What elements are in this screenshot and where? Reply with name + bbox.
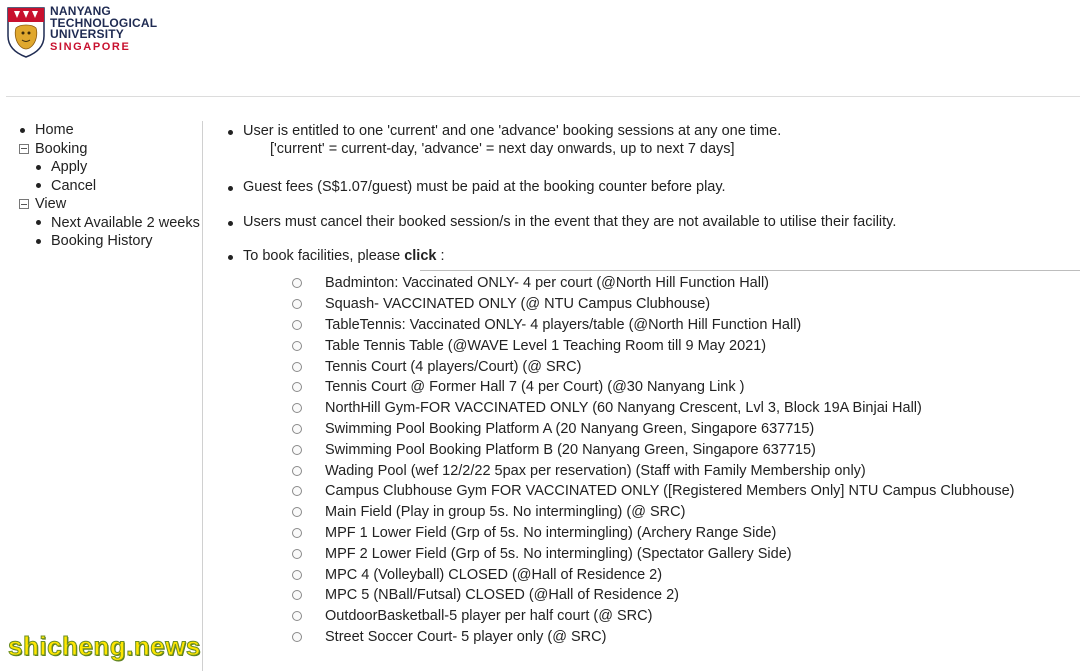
facility-option[interactable] <box>292 523 1015 544</box>
facility-radio[interactable] <box>292 341 302 351</box>
watermark-text: shicheng.news <box>8 631 201 661</box>
rule-text <box>243 248 445 264</box>
bullet-icon <box>20 128 25 133</box>
facility-radio[interactable] <box>292 507 302 517</box>
rule-cancel-sessions <box>228 214 896 230</box>
sidebar-item-view[interactable] <box>20 195 200 214</box>
facility-label[interactable]: MPF 2 Lower Field (Grp of 5s. No intermingling) (Spectator Gallery Side) <box>325 545 792 562</box>
facility-label[interactable]: Squash- VACCINATED ONLY (@ NTU Campus Clubhouse) <box>325 296 711 313</box>
facility-label[interactable]: NorthHill Gym-FOR VACCINATED ONLY (60 Nanyang Crescent, Lvl 3, Block 19A Binjai Hall) <box>325 400 922 417</box>
facility-radio[interactable] <box>292 445 302 455</box>
facility-radio[interactable] <box>292 611 302 621</box>
facility-option[interactable] <box>292 294 1015 315</box>
facility-option[interactable] <box>292 606 1015 627</box>
page-header <box>0 0 1080 92</box>
sidebar-nav <box>20 121 200 251</box>
rule-text: User is entitled to one 'current' and one 'advance' booking sessions at any one time. <box>243 123 782 139</box>
sidebar-item-label[interactable]: View <box>35 196 67 213</box>
facility-option[interactable] <box>292 419 1015 440</box>
facility-radio[interactable] <box>292 466 302 476</box>
ntu-logo[interactable] <box>6 6 157 58</box>
sidebar-item-label[interactable]: Apply <box>51 159 88 176</box>
rule-prefix: To book facilities, please <box>243 248 405 264</box>
facility-option[interactable] <box>292 439 1015 460</box>
facility-radio[interactable] <box>292 486 302 496</box>
rule-suffix: : <box>436 248 445 264</box>
facility-radio[interactable] <box>292 528 302 538</box>
facility-label[interactable]: Main Field (Play in group 5s. No intermingling) (@ SRC) <box>325 504 686 521</box>
bullet-icon <box>228 221 233 226</box>
bullet-icon <box>228 255 233 260</box>
facility-label[interactable]: Swimming Pool Booking Platform A (20 Nanyang Green, Singapore 637715) <box>325 420 815 437</box>
rule-bold: click <box>404 248 437 264</box>
facility-label[interactable]: TableTennis: Vaccinated ONLY- 4 players/table (@North Hill Function Hall) <box>325 316 802 333</box>
facility-radio[interactable] <box>292 403 302 413</box>
sidebar-item-next-available[interactable] <box>20 214 200 233</box>
logo-line-singapore: SINGAPORE <box>50 40 131 53</box>
collapse-icon[interactable] <box>19 144 29 154</box>
facility-label[interactable]: Tennis Court @ Former Hall 7 (4 per Court) (@30 Nanyang Link ) <box>325 379 745 396</box>
facility-radio[interactable] <box>292 320 302 330</box>
facility-radio[interactable] <box>292 299 302 309</box>
sidebar-item-booking-history[interactable] <box>20 232 200 251</box>
facility-radio[interactable] <box>292 632 302 642</box>
sidebar-divider <box>202 121 203 671</box>
rule-book-facilities <box>228 248 445 264</box>
facility-label[interactable]: MPC 4 (Volleyball) CLOSED (@Hall of Residence 2) <box>325 566 663 583</box>
logo-line-technological: TECHNOLOGICAL <box>50 15 158 30</box>
facility-option[interactable] <box>292 564 1015 585</box>
sidebar-item-label[interactable]: Booking <box>35 140 88 157</box>
facility-radio[interactable] <box>292 278 302 288</box>
facility-radio[interactable] <box>292 590 302 600</box>
facility-radio[interactable] <box>292 570 302 580</box>
sidebar-item-label[interactable]: Cancel <box>51 177 97 194</box>
sidebar-item-label[interactable]: Home <box>35 122 74 139</box>
facility-radio[interactable] <box>292 362 302 372</box>
facility-label[interactable]: Swimming Pool Booking Platform B (20 Nanyang Green, Singapore 637715) <box>325 441 816 458</box>
facility-label[interactable]: MPF 1 Lower Field (Grp of 5s. No intermingling) (Archery Range Side) <box>325 524 777 541</box>
bullet-icon <box>36 220 41 225</box>
sidebar-item-label[interactable]: Booking History <box>51 233 153 250</box>
sidebar-item-apply[interactable] <box>20 158 200 177</box>
rule-subtext: ['current' = current-day, 'advance' = next day onwards, up to next 7 days] <box>270 141 735 157</box>
facility-option[interactable] <box>292 627 1015 648</box>
facility-label[interactable]: Tennis Court (4 players/Court) (@ SRC) <box>325 358 582 375</box>
facility-label[interactable]: MPC 5 (NBall/Futsal) CLOSED (@Hall of Residence 2) <box>325 587 679 604</box>
bullet-icon <box>228 130 233 135</box>
logo-wordmark <box>50 6 157 53</box>
sidebar-item-cancel[interactable] <box>20 177 200 196</box>
sidebar-item-booking[interactable] <box>20 140 200 159</box>
sidebar-item-label[interactable]: Next Available 2 weeks <box>51 214 200 231</box>
logo-line-nanyang: NANYANG <box>50 4 111 18</box>
facility-label[interactable]: Wading Pool (wef 12/2/22 5pax per reservation) (Staff with Family Membership only) <box>325 462 866 479</box>
facility-option[interactable] <box>292 585 1015 606</box>
facility-label[interactable]: Badminton: Vaccinated ONLY- 4 per court (@North Hill Function Hall) <box>325 275 769 292</box>
facility-radio[interactable] <box>292 382 302 392</box>
rule-booking-sessions <box>228 123 781 157</box>
facility-label[interactable]: Campus Clubhouse Gym FOR VACCINATED ONLY ([Registered Members Only] NTU Campus Clubhouse) <box>325 483 1015 500</box>
facility-option[interactable] <box>292 377 1015 398</box>
rule-text: Users must cancel their booked session/s in the event that they are not available to utilise their facility. <box>243 214 897 230</box>
rule-text: Guest fees (S$1.07/guest) must be paid at the booking counter before play. <box>243 179 726 195</box>
collapse-icon[interactable] <box>19 199 29 209</box>
facility-radio[interactable] <box>292 549 302 559</box>
facility-option[interactable] <box>292 398 1015 419</box>
ntu-crest-icon <box>6 6 46 58</box>
bullet-icon <box>36 165 41 170</box>
facility-label[interactable]: OutdoorBasketball-5 player per half court (@ SRC) <box>325 608 653 625</box>
facility-option[interactable] <box>292 502 1015 523</box>
facility-option[interactable] <box>292 460 1015 481</box>
facility-option[interactable] <box>292 273 1015 294</box>
facility-option[interactable] <box>292 356 1015 377</box>
bullet-icon <box>228 186 233 191</box>
main-panel <box>6 96 1080 671</box>
facility-option[interactable] <box>292 543 1015 564</box>
sidebar-item-home[interactable] <box>20 121 200 140</box>
bullet-icon <box>36 239 41 244</box>
facility-options <box>292 273 1015 647</box>
facility-option[interactable] <box>292 315 1015 336</box>
facility-option[interactable] <box>292 335 1015 356</box>
rule-guest-fees <box>228 179 726 195</box>
logo-line-university: UNIVERSITY <box>50 27 125 41</box>
facility-label[interactable]: Street Soccer Court- 5 player only (@ SRC) <box>325 628 607 645</box>
facility-label[interactable]: Table Tennis Table (@WAVE Level 1 Teaching Room till 9 May 2021) <box>325 337 767 354</box>
section-divider <box>420 270 1080 271</box>
facility-option[interactable] <box>292 481 1015 502</box>
bullet-icon <box>36 183 41 188</box>
facility-radio[interactable] <box>292 424 302 434</box>
